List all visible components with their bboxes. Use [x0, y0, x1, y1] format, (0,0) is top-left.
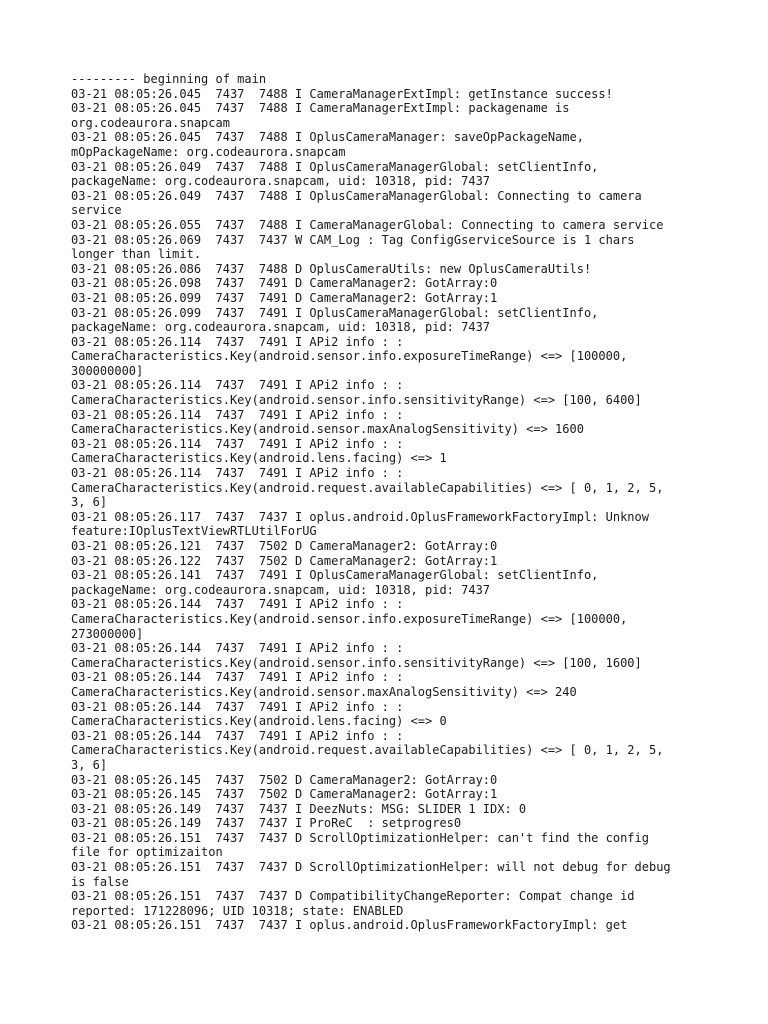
log-line: 03-21 08:05:26.144 7437 7491 I APi2 info : : — [71, 699, 404, 714]
log-line: 03-21 08:05:26.049 7437 7488 I OplusCameraManagerGlobal: setClientInfo, — [71, 159, 599, 174]
log-line: 03-21 08:05:26.144 7437 7491 I APi2 info : : — [71, 597, 404, 612]
log-line: 03-21 08:05:26.114 7437 7491 I APi2 info : : — [71, 334, 404, 349]
log-line: 03-21 08:05:26.114 7437 7491 I APi2 info : : — [71, 407, 404, 422]
log-line: 03-21 08:05:26.145 7437 7502 D CameraManager2: GotArray:1 — [71, 787, 498, 802]
log-line: 03-21 08:05:26.151 7437 7437 D ScrollOptimizationHelper: will not debug for debug — [71, 860, 671, 875]
log-line: CameraCharacteristics.Key(android.request.availableCapabilities) <=> [ 0, 1, 2, 5, — [71, 480, 664, 495]
log-line: 273000000] — [71, 626, 144, 641]
log-line: 3, 6] — [71, 757, 108, 772]
log-line: 03-21 08:05:26.151 7437 7437 D ScrollOptimizationHelper: can't find the config — [71, 830, 649, 845]
log-line: 03-21 08:05:26.099 7437 7491 I OplusCameraManagerGlobal: setClientInfo, — [71, 305, 599, 320]
log-line: 03-21 08:05:26.045 7437 7488 I CameraManagerExtImpl: packagename is — [71, 101, 570, 116]
log-line: 03-21 08:05:26.114 7437 7491 I APi2 info : : — [71, 436, 404, 451]
log-line: 03-21 08:05:26.098 7437 7491 D CameraManager2: GotArray:0 — [71, 276, 498, 291]
log-text-block — [71, 72, 731, 933]
log-line: longer than limit. — [71, 247, 202, 262]
log-line: CameraCharacteristics.Key(android.sensor.info.sensitivityRange) <=> [100, 6400] — [71, 393, 642, 408]
log-line: CameraCharacteristics.Key(android.sensor.info.exposureTimeRange) <=> [100000, — [71, 349, 628, 364]
log-line: mOpPackageName: org.codeaurora.snapcam — [71, 144, 346, 159]
log-line: is false — [71, 874, 129, 889]
log-line: CameraCharacteristics.Key(android.sensor.info.exposureTimeRange) <=> [100000, — [71, 611, 628, 626]
log-line: 03-21 08:05:26.141 7437 7491 I OplusCameraManagerGlobal: setClientInfo, — [71, 568, 599, 583]
log-line: 03-21 08:05:26.049 7437 7488 I OplusCameraManagerGlobal: Connecting to camera — [71, 188, 642, 203]
log-line: packageName: org.codeaurora.snapcam, uid: 10318, pid: 7437 — [71, 582, 491, 597]
log-line: file for optimizaiton — [71, 845, 223, 860]
log-line: CameraCharacteristics.Key(android.sensor.maxAnalogSensitivity) <=> 240 — [71, 684, 577, 699]
log-line: packageName: org.codeaurora.snapcam, uid: 10318, pid: 7437 — [71, 174, 491, 189]
log-line: packageName: org.codeaurora.snapcam, uid: 10318, pid: 7437 — [71, 320, 491, 335]
log-line: CameraCharacteristics.Key(android.lens.facing) <=> 1 — [71, 451, 447, 466]
log-line: 3, 6] — [71, 495, 108, 510]
log-line: 03-21 08:05:26.144 7437 7491 I APi2 info : : — [71, 728, 404, 743]
log-line: 03-21 08:05:26.122 7437 7502 D CameraManager2: GotArray:1 — [71, 553, 498, 568]
log-line: 300000000] — [71, 363, 144, 378]
log-line: 03-21 08:05:26.149 7437 7437 I ProReC : setprogres0 — [71, 816, 462, 831]
log-line: 03-21 08:05:26.114 7437 7491 I APi2 info : : — [71, 378, 404, 393]
log-line: 03-21 08:05:26.144 7437 7491 I APi2 info : : — [71, 670, 404, 685]
log-line: 03-21 08:05:26.055 7437 7488 I CameraManagerGlobal: Connecting to camera service — [71, 217, 664, 232]
log-line: reported: 171228096; UID 10318; state: ENABLED — [71, 903, 404, 918]
log-line: 03-21 08:05:26.086 7437 7488 D OplusCameraUtils: new OplusCameraUtils! — [71, 261, 592, 276]
log-line: 03-21 08:05:26.117 7437 7437 I oplus.android.OplusFrameworkFactoryImpl: Unknow — [71, 509, 649, 524]
log-line: CameraCharacteristics.Key(android.sensor.info.sensitivityRange) <=> [100, 1600] — [71, 655, 642, 670]
log-line: 03-21 08:05:26.121 7437 7502 D CameraManager2: GotArray:0 — [71, 539, 498, 553]
log-line: 03-21 08:05:26.145 7437 7502 D CameraManager2: GotArray:0 — [71, 772, 498, 787]
log-line: service — [71, 203, 122, 218]
log-line: 03-21 08:05:26.045 7437 7488 I CameraManagerExtImpl: getInstance success! — [71, 86, 613, 101]
log-line: 03-21 08:05:26.151 7437 7437 D CompatibilityChangeReporter: Compat change id — [71, 889, 635, 904]
log-line: CameraCharacteristics.Key(android.lens.facing) <=> 0 — [71, 714, 447, 729]
log-line: 03-21 08:05:26.149 7437 7437 I DeezNuts: MSG: SLIDER 1 IDX: 0 — [71, 801, 527, 816]
log-line: 03-21 08:05:26.144 7437 7491 I APi2 info : : — [71, 641, 404, 656]
log-line: feature:IOplusTextViewRTLUtilForUG — [71, 524, 317, 539]
log-line: 03-21 08:05:26.099 7437 7491 D CameraManager2: GotArray:1 — [71, 290, 498, 305]
log-line: CameraCharacteristics.Key(android.sensor.maxAnalogSensitivity) <=> 1600 — [71, 422, 584, 437]
log-line: 03-21 08:05:26.045 7437 7488 I OplusCameraManager: saveOpPackageName, — [71, 130, 584, 145]
log-line: 03-21 08:05:26.069 7437 7437 W CAM_Log : Tag ConfigGserviceSource is 1 chars — [71, 232, 635, 247]
log-line: 03-21 08:05:26.151 7437 7437 I oplus.android.OplusFrameworkFactoryImpl: get — [71, 918, 628, 933]
log-line: CameraCharacteristics.Key(android.request.availableCapabilities) <=> [ 0, 1, 2, 5, — [71, 743, 664, 758]
log-line: 03-21 08:05:26.114 7437 7491 I APi2 info : : — [71, 466, 404, 481]
log-line: --------- beginning of main — [71, 72, 267, 86]
log-line: org.codeaurora.snapcam — [71, 115, 230, 130]
